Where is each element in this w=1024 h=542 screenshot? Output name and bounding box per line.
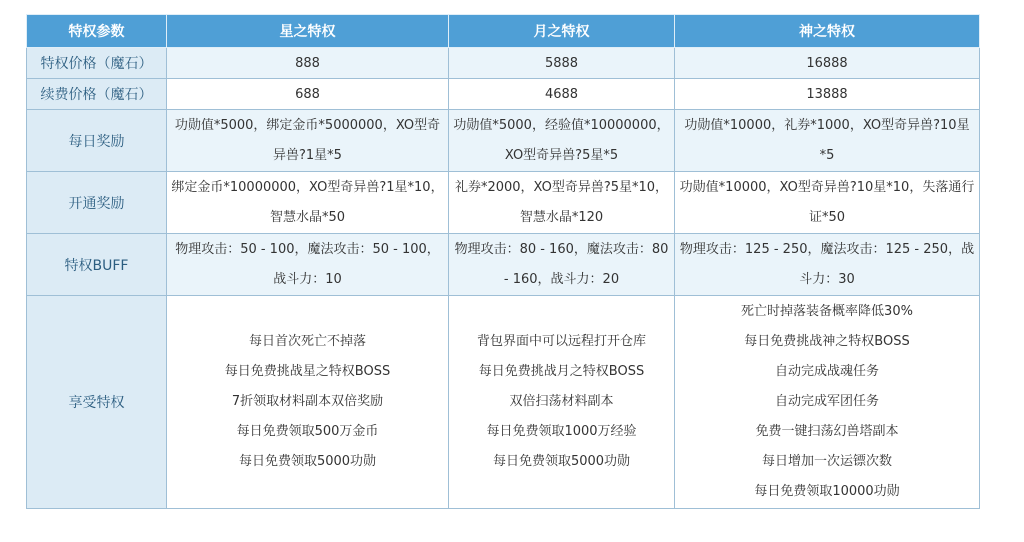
enjoy-moon-item: 背包界面中可以远程打开仓库	[476, 334, 646, 349]
enjoy-god-item: 自动完成战魂任务	[774, 364, 879, 379]
header-star: 星之特权	[167, 15, 449, 48]
cell-daily-god: 功勋值*10000，礼券*1000，XO型奇异兽?10星*5	[675, 110, 980, 172]
row-label-daily: 每日奖励	[27, 110, 167, 172]
row-renew	[27, 79, 980, 110]
row-open	[27, 172, 980, 234]
enjoy-god-item: 每日增加一次运镖次数	[761, 454, 892, 469]
enjoy-god-item: 自动完成军团任务	[774, 394, 879, 409]
enjoy-star-item: 每日免费挑战星之特权BOSS	[224, 364, 391, 379]
cell-enjoy-star	[167, 296, 449, 509]
cell-open-god: 功勋值*10000，XO型奇异兽?10星*10，失落通行证*50	[675, 172, 980, 234]
row-label-price: 特权价格（魔石）	[27, 48, 167, 79]
cell-price-moon: 5888	[449, 48, 675, 79]
cell-open-moon: 礼券*2000，XO型奇异兽?5星*10，智慧水晶*120	[449, 172, 675, 234]
privilege-table	[26, 14, 980, 509]
row-price	[27, 48, 980, 79]
header-moon: 月之特权	[449, 15, 675, 48]
cell-renew-moon: 4688	[449, 79, 675, 110]
enjoy-god-item: 免费一键扫荡幻兽塔副本	[755, 424, 899, 439]
row-label-enjoy: 享受特权	[27, 296, 167, 509]
cell-buff-star: 物理攻击：50 - 100，魔法攻击：50 - 100，战斗力：10	[167, 234, 449, 296]
enjoy-star-item: 每日免费领取500万金币	[236, 424, 379, 439]
row-label-open: 开通奖励	[27, 172, 167, 234]
enjoy-moon-item: 每日免费挑战月之特权BOSS	[478, 364, 645, 379]
row-daily	[27, 110, 980, 172]
cell-price-god: 16888	[675, 48, 980, 79]
cell-renew-star: 688	[167, 79, 449, 110]
header-god: 神之特权	[675, 15, 980, 48]
enjoy-moon-item: 每日免费领取1000万经验	[486, 424, 637, 439]
enjoy-god-item: 死亡时掉落装备概率降低30%	[741, 304, 913, 319]
cell-open-star: 绑定金币*10000000，XO型奇异兽?1星*10，智慧水晶*50	[167, 172, 449, 234]
enjoy-star-item: 7折领取材料副本双倍奖励	[231, 394, 384, 409]
enjoy-moon-item: 每日免费领取5000功勋	[492, 454, 631, 469]
enjoy-god-item: 每日免费挑战神之特权BOSS	[744, 334, 910, 349]
cell-daily-moon: 功勋值*5000，经验值*10000000，XO型奇异兽?5星*5	[449, 110, 675, 172]
header-row	[27, 15, 980, 48]
cell-daily-star: 功勋值*5000，绑定金币*5000000，XO型奇异兽?1星*5	[167, 110, 449, 172]
enjoy-star-item: 每日免费领取5000功勋	[238, 454, 377, 469]
cell-enjoy-moon	[449, 296, 675, 509]
enjoy-moon-item: 双倍扫荡材料副本	[509, 394, 614, 409]
cell-renew-god: 13888	[675, 79, 980, 110]
row-enjoy	[27, 296, 980, 509]
row-label-renew: 续费价格（魔石）	[27, 79, 167, 110]
cell-price-star: 888	[167, 48, 449, 79]
cell-buff-moon: 物理攻击：80 - 160，魔法攻击：80 - 160，战斗力：20	[449, 234, 675, 296]
header-param: 特权参数	[27, 15, 167, 48]
cell-enjoy-god	[675, 296, 980, 509]
cell-buff-god: 物理攻击：125 - 250，魔法攻击：125 - 250，战斗力：30	[675, 234, 980, 296]
enjoy-star-item: 每日首次死亡不掉落	[248, 334, 366, 349]
row-buff	[27, 234, 980, 296]
row-label-buff: 特权BUFF	[27, 234, 167, 296]
enjoy-god-item: 每日免费领取10000功勋	[754, 484, 900, 499]
